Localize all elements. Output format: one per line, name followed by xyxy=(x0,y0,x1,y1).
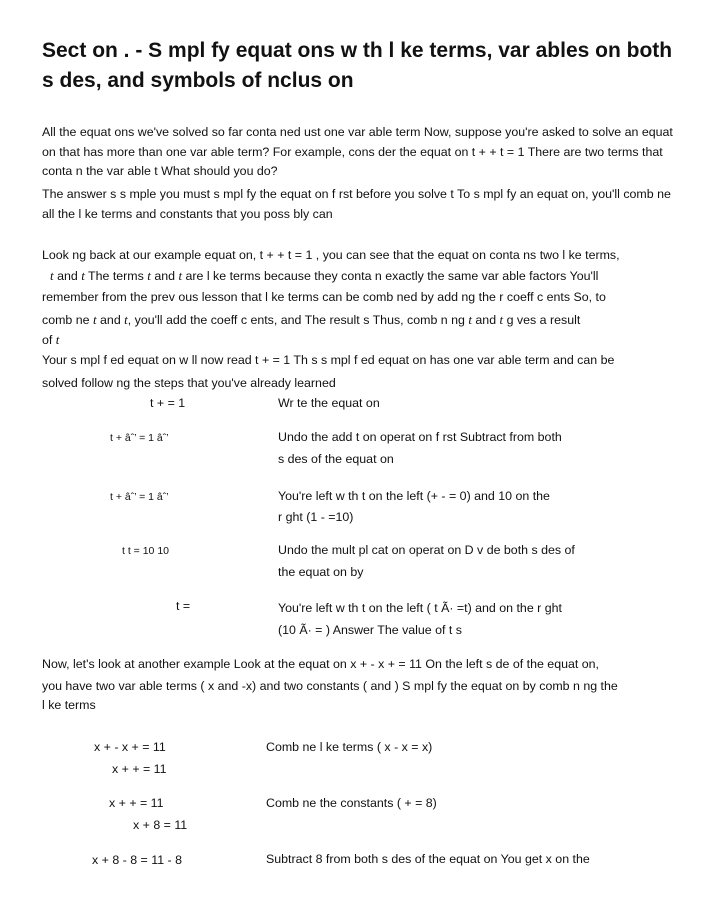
text: and xyxy=(53,269,82,283)
step3-description-cont: r ght (1 - =10) xyxy=(278,510,354,524)
ex2-step3-equation: x + 8 - 8 = 11 - 8 xyxy=(92,853,182,867)
ex2-step3-description: Subtract 8 from both s des of the equat on You get x on the xyxy=(266,852,590,866)
para4-line2: solved follow ng the steps that you've already learned xyxy=(42,376,336,390)
var-t: t xyxy=(468,312,472,327)
text: The terms xyxy=(84,269,148,283)
para3-line3: remember from the prev ous lesson that l ke terms can be comb ned by add ng the r coeff c ents So, to xyxy=(42,290,606,304)
step5-description-cont: (10 Ã· = ) Answer The value of t s xyxy=(278,623,462,637)
var-t: t xyxy=(81,268,85,283)
step1-description: Wr te the equat on xyxy=(278,396,380,410)
step5-equation: t = xyxy=(176,599,191,613)
ex2-step2-description: Comb ne the constants ( + = 8) xyxy=(266,796,437,810)
var-t: t xyxy=(92,312,97,327)
text: are l ke terms because they conta n exactly the same var able factors You'll xyxy=(182,269,599,283)
para5-line1: Now, let's look at another example Look at the equat on x + - x + = 11 On the left s de of the equat on, xyxy=(42,657,599,671)
step2-equation: t + âˆ’ = 1 âˆ’ xyxy=(110,432,169,444)
paragraph-answer: The answer s s mple you must s mpl fy the equat on f rst before you solve t To s mpl fy an equat on, you'll comb ne all the l ke terms and constants that you poss bly can xyxy=(42,187,671,221)
paragraph-intro: All the equat ons we've solved so far conta ned ust one var able term Now, suppose you're asked to solve an equat on that has more than one var able term? For example, cons der the equat on t + + t = 1 There are two terms that conta n the var able t What should you do? xyxy=(42,125,673,178)
step4-description: Undo the mult pl cat on operat on D v de both s des of xyxy=(278,543,575,557)
var-t: t xyxy=(124,312,128,327)
ex2-step1-description: Comb ne l ke terms ( x - x = x) xyxy=(266,740,433,754)
ex2-step1-equation: x + - x + = 11 xyxy=(94,740,166,754)
para5-line3: l ke terms xyxy=(42,698,96,712)
para5-line2: you have two var able terms ( x and -x) and two constants ( and ) S mpl fy the equat on by comb n ng the xyxy=(42,679,618,693)
text: comb ne xyxy=(42,313,93,327)
text: and xyxy=(96,313,125,327)
para3-line4 xyxy=(42,312,580,328)
ex2-step2-equation: x + + = 11 xyxy=(109,796,164,810)
step5-description: You're left w th t on the left ( t Ã· =t) and on the r ght xyxy=(278,601,562,615)
step1-equation: t + = 1 xyxy=(150,396,186,410)
ex2-step1-result: x + + = 11 xyxy=(112,762,167,776)
ex2-step2-result: x + 8 = 11 xyxy=(133,818,188,832)
step2-description: Undo the add t on operat on f rst Subtract from both xyxy=(278,430,562,444)
step3-equation: t + âˆ’ = 1 âˆ’ xyxy=(110,491,169,503)
para3-line1: Look ng back at our example equat on, t + + t = 1 , you can see that the equat on conta ns two l ke terms, xyxy=(42,248,620,262)
step4-description-cont: the equat on by xyxy=(278,565,364,579)
step3-description: You're left w th t on the left (+ - = 0) and 10 on the xyxy=(278,489,550,503)
text: and xyxy=(150,269,179,283)
step2-description-cont: s des of the equat on xyxy=(278,452,394,466)
var-t: t xyxy=(50,268,54,283)
text: and xyxy=(471,313,500,327)
text: g ves a result xyxy=(503,313,581,327)
para3-line5 xyxy=(42,332,59,348)
var-t: t xyxy=(147,268,151,283)
para3-line2 xyxy=(42,268,598,284)
text: , you'll add the coeff c ents, and The result s Thus, comb n ng xyxy=(127,313,469,327)
var-t: t xyxy=(499,312,504,327)
var-t: t xyxy=(55,332,60,347)
var-t: t xyxy=(178,268,183,283)
section-title: Sect on . - S mpl fy equat ons w th l ke terms, var ables on both s des, and symbols of nclus on xyxy=(42,39,673,92)
para4-line1: Your s mpl f ed equat on w ll now read t + = 1 Th s s mpl f ed equat on has one var able term and can be xyxy=(42,353,615,367)
step4-equation: t t = 10 10 xyxy=(122,545,169,557)
text: of xyxy=(42,333,56,347)
